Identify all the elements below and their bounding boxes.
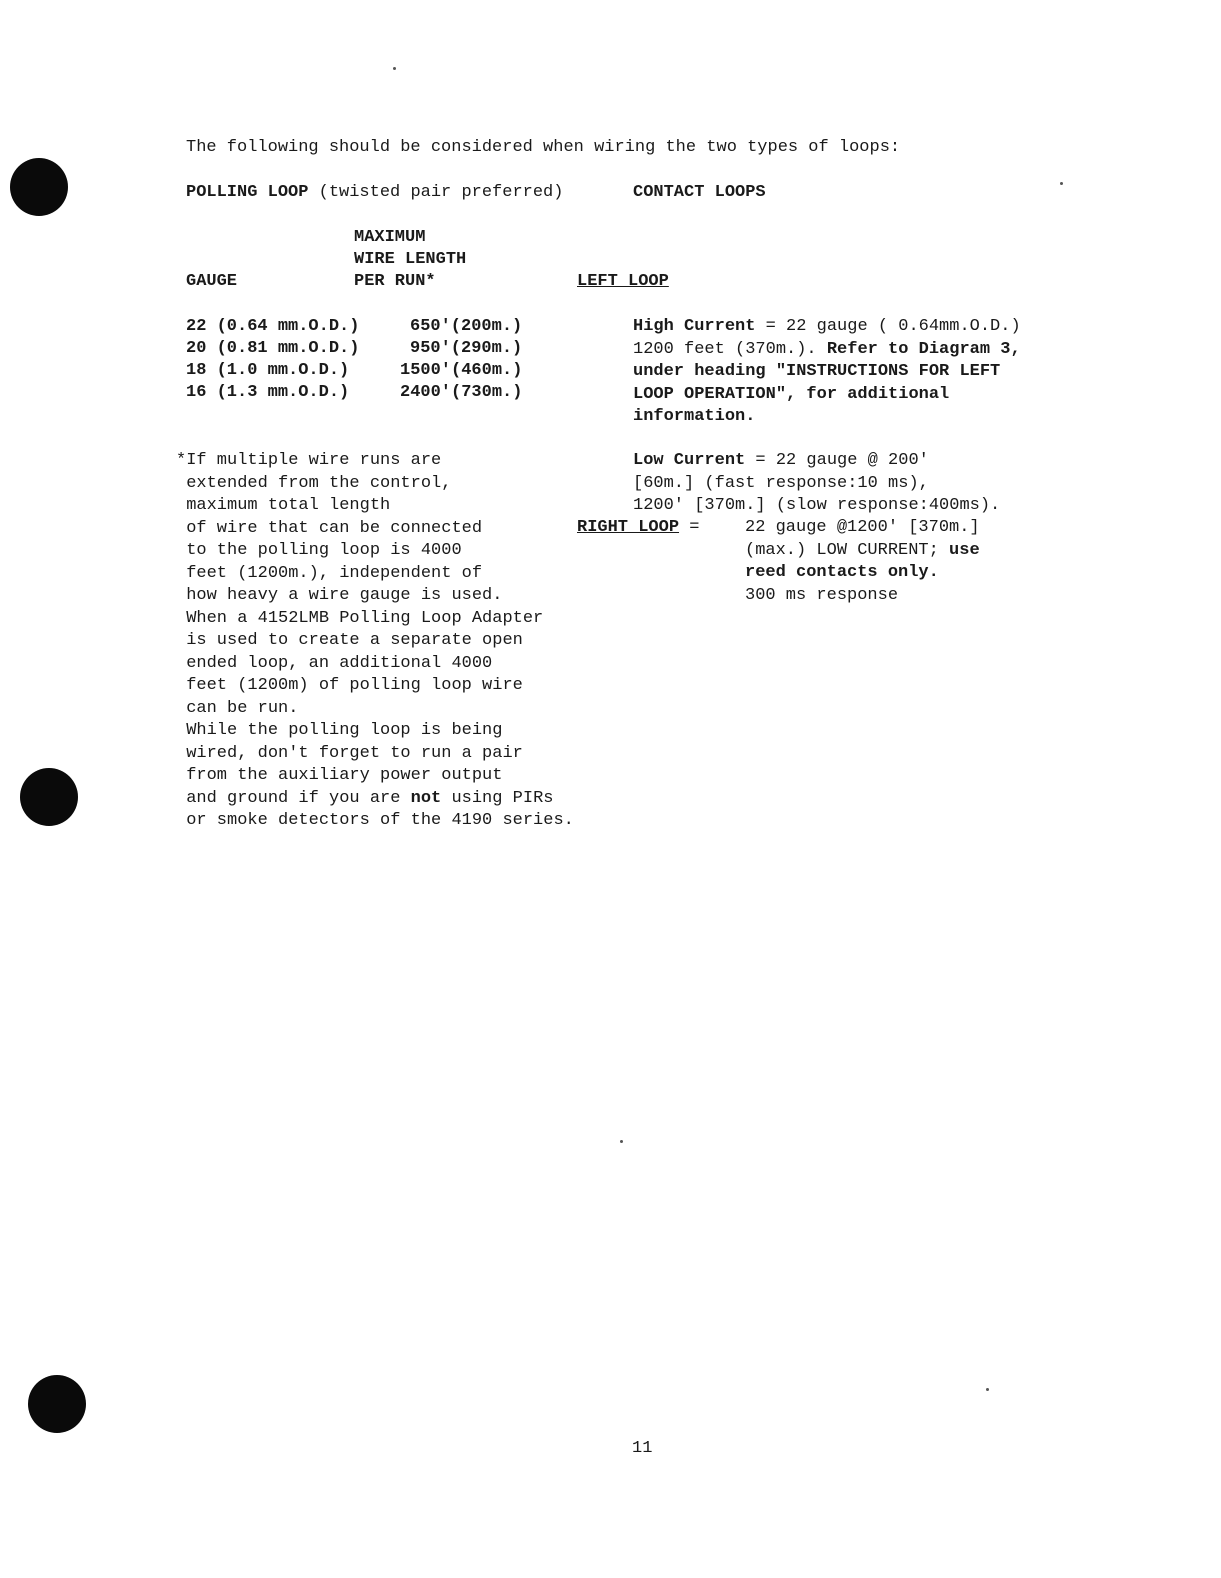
high-current-line5: information. [633,407,756,426]
length-cell: 650'(200m.) [410,317,523,336]
footnote-line: how heavy a wire gauge is used. [176,586,503,605]
page-number: 11 [632,1439,653,1458]
high-current-line2a: 1200 feet (370m.). [633,339,827,359]
high-current-line4: LOOP OPERATION", for additional [633,384,950,404]
table-row [186,382,349,405]
footnote-line: *If multiple wire runs are [176,451,442,470]
gauge-cell: 20 (0.81 mm.O.D.) [186,339,360,358]
high-current-line3: under heading "INSTRUCTIONS FOR LEFT [633,362,1001,381]
right-loop-heading: RIGHT LOOP [577,518,680,537]
high-current-label: High Current [633,317,756,336]
punch-hole-middle [20,768,78,826]
right-loop-line3: reed contacts only. [745,563,939,582]
footnote-line: wired, don't forget to run a pair [176,743,523,763]
punch-hole-top [10,158,68,216]
right-loop-line1: 22 gauge @1200' [370m.] [745,518,980,537]
length-cell: 2400'(730m.) [400,383,523,402]
table-row [186,316,359,339]
footnote-line: from the auxiliary power output [176,766,503,785]
left-loop-heading: LEFT LOOP [577,272,669,291]
footnote-line: extended from the control, [176,473,452,493]
footnote-line: of wire that can be connected [176,518,483,538]
polling-loop-label: POLLING LOOP [186,183,309,202]
max-length-header-line1: MAXIMUM [354,228,426,247]
length-cell: 950'(290m.) [410,339,523,358]
footnote-line: While the polling loop is being [176,721,503,740]
footnote-line: is used to create a separate open [176,631,523,650]
scan-speck [620,1140,623,1143]
high-current-line2b: Refer to Diagram 3, [826,339,1021,359]
low-current-line2: [60m.] (fast response:10 ms), [633,473,929,493]
footnote-not-word: not [410,788,442,808]
table-row [186,360,349,383]
length-cell: 1500'(460m.) [400,361,523,380]
contact-loops-heading: CONTACT LOOPS [633,183,766,202]
footnote-line: or smoke detectors of the 4190 series. [176,811,574,830]
low-current-line1: = 22 gauge @ 200' [745,451,929,470]
intro-text: The following should be considered when wiring the two types of loops: [186,138,901,157]
polling-loop-heading [186,182,563,205]
footnote-block [176,450,574,833]
footnote-line: to the polling loop is 4000 [176,541,462,560]
low-current-block [633,450,1000,518]
gauge-cell: 18 (1.0 mm.O.D.) [186,361,350,380]
max-length-header-line2: WIRE LENGTH [354,250,467,269]
footnote-line: and ground if you are [176,788,411,808]
gauge-cell: 22 (0.64 mm.O.D.) [186,317,360,336]
right-loop-line4: 300 ms response [745,585,899,605]
footnote-line-tail: using PIRs [441,788,554,808]
footnote-line: feet (1200m.), independent of [176,563,483,583]
scan-speck [393,67,396,70]
high-current-line1: = 22 gauge ( 0.64mm.O.D.) [755,317,1021,336]
max-length-header-line3: PER RUN* [354,272,436,291]
right-loop-heading-row [577,517,710,540]
footnote-line: ended loop, an additional 4000 [176,653,493,673]
footnote-line: maximum total length [176,496,391,515]
footnote-line: can be run. [176,698,299,718]
gauge-cell: 16 (1.3 mm.O.D.) [186,383,350,402]
table-row [186,338,359,361]
right-loop-block [745,517,980,607]
right-loop-line2a: (max.) LOW CURRENT; [745,540,950,560]
low-current-line3: 1200' [370m.] (slow response:400ms). [633,496,1001,515]
footnote-line: When a 4152LMB Polling Loop Adapter [176,608,544,628]
punch-hole-bottom [28,1375,86,1433]
low-current-label: Low Current [633,451,746,470]
right-loop-line2b: use [949,540,980,560]
polling-loop-note: (twisted pair preferred) [318,183,564,202]
high-current-block [633,316,1021,429]
scan-speck [986,1388,989,1391]
right-loop-equals: = [679,518,710,537]
gauge-header: GAUGE [186,272,238,291]
footnote-line: feet (1200m) of polling loop wire [176,676,523,695]
scan-speck [1060,182,1063,185]
